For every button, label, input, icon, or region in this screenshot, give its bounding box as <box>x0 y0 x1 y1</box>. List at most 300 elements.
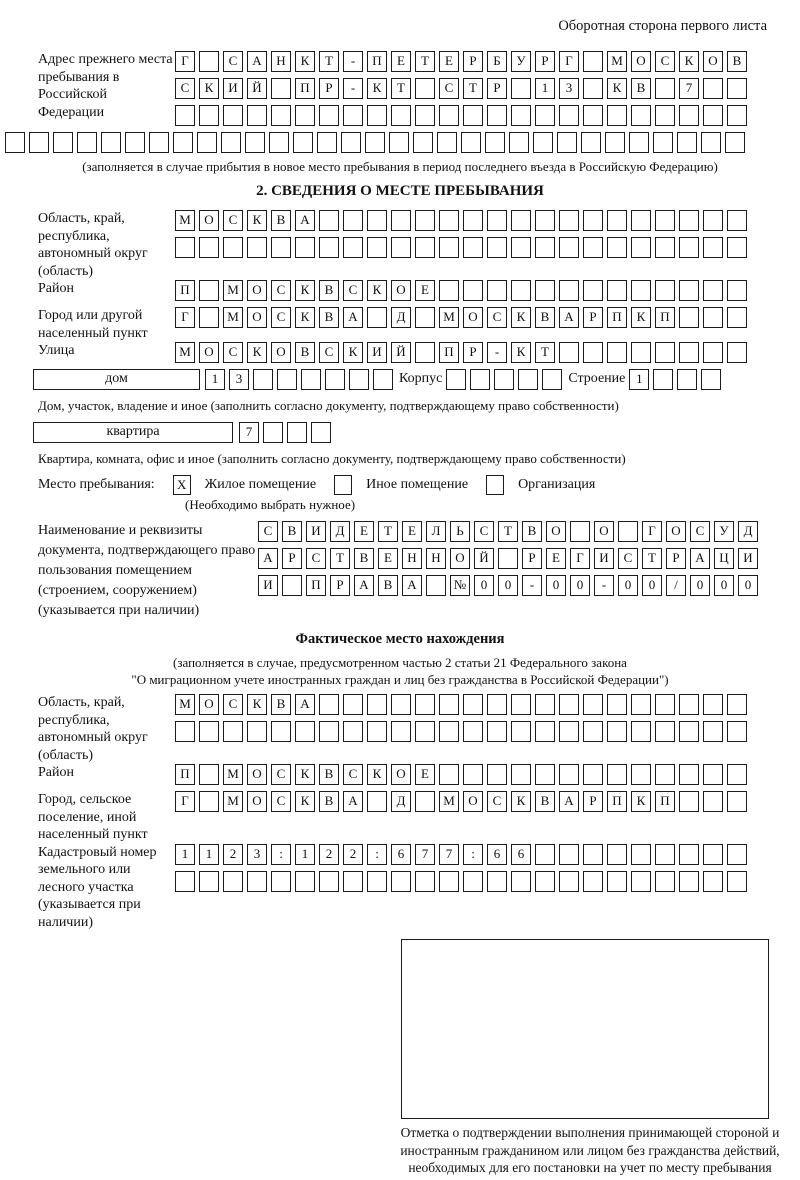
char-cell: И <box>367 342 387 363</box>
char-cell: К <box>247 694 267 715</box>
char-cell: П <box>655 307 675 328</box>
char-cell <box>415 791 435 812</box>
char-cell <box>583 105 603 126</box>
char-cell <box>247 871 267 892</box>
char-cell: Д <box>391 791 411 812</box>
char-cell <box>487 871 507 892</box>
char-cell: 3 <box>559 78 579 99</box>
char-cell <box>607 105 627 126</box>
char-cell <box>247 721 267 742</box>
char-cell <box>727 78 747 99</box>
char-cell <box>679 342 699 363</box>
char-cell <box>271 237 291 258</box>
char-cell <box>223 871 243 892</box>
char-cell <box>426 575 446 596</box>
char-cell: 6 <box>391 844 411 865</box>
char-cell: А <box>343 791 363 812</box>
char-cell: 2 <box>343 844 363 865</box>
char-cell <box>277 369 297 390</box>
char-cell <box>341 132 361 153</box>
char-cell: Г <box>175 791 195 812</box>
char-cell: О <box>463 307 483 328</box>
char-cell <box>655 105 675 126</box>
char-cell: А <box>295 694 315 715</box>
char-cell <box>439 210 459 231</box>
char-cell: С <box>319 342 339 363</box>
char-cell <box>271 78 291 99</box>
char-cell: Й <box>474 548 494 569</box>
char-cell: Т <box>391 78 411 99</box>
char-cell: Г <box>175 307 195 328</box>
char-cell <box>391 694 411 715</box>
char-cell: П <box>655 791 675 812</box>
char-cell <box>631 764 651 785</box>
char-cell <box>559 844 579 865</box>
char-cell: И <box>738 548 758 569</box>
char-cell: - <box>594 575 614 596</box>
char-cell <box>725 132 745 153</box>
char-cell: С <box>690 521 710 542</box>
char-cell <box>631 871 651 892</box>
char-cell: К <box>295 764 315 785</box>
char-cell <box>295 105 315 126</box>
char-cell: 6 <box>511 844 531 865</box>
char-cell <box>415 342 435 363</box>
char-cell <box>631 280 651 301</box>
char-cell <box>53 132 73 153</box>
char-cell: : <box>271 844 291 865</box>
char-cell <box>607 721 627 742</box>
char-cell <box>199 280 219 301</box>
char-cell: В <box>522 521 542 542</box>
char-cell <box>343 721 363 742</box>
char-cell: 7 <box>439 844 459 865</box>
char-cell: М <box>607 51 627 72</box>
char-cell: - <box>343 51 363 72</box>
char-cell: К <box>343 342 363 363</box>
char-cell <box>439 280 459 301</box>
char-cell: Ь <box>450 521 470 542</box>
char-cell <box>269 132 289 153</box>
char-cell <box>343 105 363 126</box>
char-cell: Р <box>487 78 507 99</box>
city-block <box>5 307 795 342</box>
char-cell <box>607 342 627 363</box>
char-cell <box>415 78 435 99</box>
char-cell: С <box>271 764 291 785</box>
street-block <box>5 342 795 369</box>
street-row <box>175 342 747 363</box>
char-cell <box>271 721 291 742</box>
document-row-2 <box>258 548 758 569</box>
char-cell: К <box>631 307 651 328</box>
char-cell: К <box>511 791 531 812</box>
char-cell <box>727 694 747 715</box>
char-cell <box>175 871 195 892</box>
char-cell <box>535 764 555 785</box>
char-cell: В <box>378 575 398 596</box>
char-cell: С <box>223 210 243 231</box>
char-cell <box>295 871 315 892</box>
char-cell <box>446 369 466 390</box>
char-cell <box>367 694 387 715</box>
cadastral-block <box>5 844 795 932</box>
char-cell: В <box>319 307 339 328</box>
char-cell <box>631 844 651 865</box>
char-cell <box>343 210 363 231</box>
char-cell: П <box>295 78 315 99</box>
char-cell: С <box>343 764 363 785</box>
char-cell <box>511 764 531 785</box>
char-cell <box>487 210 507 231</box>
char-cell <box>583 871 603 892</box>
char-cell <box>655 721 675 742</box>
char-cell <box>199 721 219 742</box>
char-cell: С <box>271 791 291 812</box>
char-cell <box>607 844 627 865</box>
char-cell <box>570 521 590 542</box>
char-cell: О <box>463 791 483 812</box>
char-cell <box>487 721 507 742</box>
char-cell <box>199 871 219 892</box>
char-cell <box>535 210 555 231</box>
char-cell <box>413 132 433 153</box>
char-cell: С <box>306 548 326 569</box>
organization-checkbox <box>486 475 504 495</box>
region-row-1 <box>175 210 747 231</box>
char-cell: М <box>223 280 243 301</box>
char-cell <box>485 132 505 153</box>
char-cell <box>679 764 699 785</box>
char-cell <box>701 132 721 153</box>
char-cell <box>559 764 579 785</box>
char-cell <box>559 280 579 301</box>
char-cell: - <box>487 342 507 363</box>
char-cell: 7 <box>415 844 435 865</box>
char-cell <box>317 132 337 153</box>
char-cell <box>583 764 603 785</box>
char-cell <box>271 871 291 892</box>
char-cell: О <box>666 521 686 542</box>
char-cell <box>679 105 699 126</box>
char-cell <box>679 307 699 328</box>
char-cell: К <box>367 280 387 301</box>
char-cell: Ц <box>714 548 734 569</box>
char-cell: Т <box>642 548 662 569</box>
char-cell <box>703 764 723 785</box>
char-cell: 1 <box>175 844 195 865</box>
char-cell: 3 <box>247 844 267 865</box>
char-cell: И <box>594 548 614 569</box>
char-cell <box>581 132 601 153</box>
apartment-box: квартира <box>33 422 233 443</box>
char-cell <box>391 871 411 892</box>
char-cell <box>125 132 145 153</box>
page-header-note: Оборотная сторона первого листа <box>558 18 767 34</box>
char-cell <box>343 694 363 715</box>
char-cell <box>391 721 411 742</box>
char-cell <box>463 280 483 301</box>
region-label: Область, край, республика, автономный округ (область) <box>38 211 148 279</box>
char-cell <box>511 105 531 126</box>
char-cell: В <box>535 791 555 812</box>
char-cell <box>727 210 747 231</box>
char-cell: А <box>354 575 374 596</box>
char-cell <box>221 132 241 153</box>
char-cell: С <box>223 51 243 72</box>
char-cell <box>439 871 459 892</box>
char-cell <box>439 764 459 785</box>
char-cell <box>559 105 579 126</box>
actual-region-label: Область, край, республика, автономный округ (область) <box>38 695 148 763</box>
char-cell <box>415 105 435 126</box>
char-cell <box>542 369 562 390</box>
settlement-label: Город, сельское поселение, иной населенный пункт <box>38 792 148 842</box>
char-cell: О <box>450 548 470 569</box>
prev-address-note: (заполняется в случае прибытия в новое место пребывания в период последнего въезда в Российскую Федерацию) <box>82 159 718 174</box>
char-cell: О <box>247 791 267 812</box>
char-cell <box>487 280 507 301</box>
char-cell <box>487 237 507 258</box>
char-cell <box>511 210 531 231</box>
char-cell: А <box>295 210 315 231</box>
char-cell: Д <box>738 521 758 542</box>
char-cell: С <box>655 51 675 72</box>
char-cell <box>319 694 339 715</box>
apartment-cells <box>239 422 331 443</box>
char-cell <box>439 721 459 742</box>
char-cell <box>301 369 321 390</box>
settlement-block <box>5 791 795 844</box>
char-cell: С <box>343 280 363 301</box>
char-cell <box>653 369 673 390</box>
char-cell <box>199 105 219 126</box>
char-cell <box>511 694 531 715</box>
char-cell <box>583 721 603 742</box>
char-cell <box>461 132 481 153</box>
prev-address-row-2 <box>175 78 747 99</box>
char-cell <box>677 369 697 390</box>
char-cell <box>703 791 723 812</box>
char-cell <box>703 694 723 715</box>
char-cell: 1 <box>295 844 315 865</box>
confirmation-block <box>393 939 787 1177</box>
char-cell <box>511 237 531 258</box>
char-cell: 2 <box>223 844 243 865</box>
char-cell <box>439 105 459 126</box>
char-cell <box>559 237 579 258</box>
char-cell <box>727 844 747 865</box>
char-cell <box>511 78 531 99</box>
char-cell <box>223 237 243 258</box>
char-cell: П <box>306 575 326 596</box>
char-cell <box>607 871 627 892</box>
actual-region-row-2 <box>175 721 747 742</box>
char-cell: С <box>223 342 243 363</box>
char-cell: 0 <box>738 575 758 596</box>
char-cell: С <box>258 521 278 542</box>
char-cell: А <box>559 791 579 812</box>
residential-label: Жилое помещение <box>204 477 317 492</box>
section2-title: 2. СВЕДЕНИЯ О МЕСТЕ ПРЕБЫВАНИЯ <box>256 183 544 199</box>
char-cell <box>655 694 675 715</box>
char-cell: Д <box>391 307 411 328</box>
char-cell: К <box>367 78 387 99</box>
char-cell: С <box>271 307 291 328</box>
prev-address-overflow-row <box>5 132 795 153</box>
char-cell <box>365 132 385 153</box>
char-cell: К <box>295 307 315 328</box>
char-cell <box>463 764 483 785</box>
char-cell <box>439 237 459 258</box>
char-cell: 0 <box>618 575 638 596</box>
char-cell <box>703 105 723 126</box>
char-cell <box>511 871 531 892</box>
char-cell: В <box>295 342 315 363</box>
char-cell: Й <box>391 342 411 363</box>
char-cell: С <box>439 78 459 99</box>
char-cell <box>727 791 747 812</box>
char-cell <box>607 764 627 785</box>
char-cell: М <box>439 307 459 328</box>
cadastral-row-1 <box>175 844 747 865</box>
char-cell <box>319 237 339 258</box>
char-cell <box>703 237 723 258</box>
char-cell <box>631 210 651 231</box>
char-cell: О <box>391 280 411 301</box>
char-cell <box>509 132 529 153</box>
char-cell: : <box>463 844 483 865</box>
char-cell <box>5 132 25 153</box>
char-cell: Н <box>402 548 422 569</box>
char-cell <box>319 871 339 892</box>
char-cell: К <box>199 78 219 99</box>
char-cell <box>677 132 697 153</box>
char-cell: В <box>354 548 374 569</box>
char-cell: Й <box>247 78 267 99</box>
char-cell: О <box>594 521 614 542</box>
char-cell: 7 <box>239 422 259 443</box>
char-cell: В <box>319 764 339 785</box>
char-cell <box>325 369 345 390</box>
char-cell <box>367 791 387 812</box>
char-cell: Т <box>415 51 435 72</box>
cadastral-label: Кадастровый номер земельного или лесного участка (указывается при наличии) <box>38 844 157 930</box>
char-cell: Н <box>426 548 446 569</box>
char-cell: 1 <box>199 844 219 865</box>
char-cell: 1 <box>629 369 649 390</box>
char-cell: 3 <box>229 369 249 390</box>
prev-address-row-3 <box>175 105 747 126</box>
char-cell <box>703 342 723 363</box>
region-block <box>5 210 795 280</box>
char-cell: О <box>247 280 267 301</box>
char-cell <box>415 307 435 328</box>
document-row-1 <box>258 521 758 542</box>
char-cell <box>253 369 273 390</box>
actual-location-note-2: "О миграционном учете иностранных граждан и лиц без гражданства в Российской Федерации") <box>131 672 669 687</box>
char-cell: В <box>282 521 302 542</box>
actual-location-note-1: (заполняется в случае, предусмотренном частью 2 статьи 21 Федерального закона <box>173 655 627 670</box>
char-cell: М <box>175 694 195 715</box>
char-cell: С <box>487 791 507 812</box>
char-cell <box>583 694 603 715</box>
actual-region-row-1 <box>175 694 747 715</box>
char-cell <box>583 51 603 72</box>
choose-note: (Необходимо выбрать нужное) <box>185 497 356 512</box>
char-cell: П <box>175 764 195 785</box>
char-cell <box>223 105 243 126</box>
char-cell <box>463 210 483 231</box>
char-cell: О <box>546 521 566 542</box>
char-cell: О <box>631 51 651 72</box>
region-row-2 <box>175 237 747 258</box>
char-cell: О <box>247 764 267 785</box>
char-cell: 2 <box>319 844 339 865</box>
char-cell <box>367 105 387 126</box>
char-cell <box>727 721 747 742</box>
char-cell: А <box>690 548 710 569</box>
char-cell: Т <box>498 521 518 542</box>
organization-label: Организация <box>518 477 596 492</box>
char-cell: О <box>199 210 219 231</box>
cadastral-row-2 <box>175 871 747 892</box>
char-cell <box>343 237 363 258</box>
char-cell <box>607 210 627 231</box>
char-cell <box>679 280 699 301</box>
char-cell: В <box>271 694 291 715</box>
char-cell <box>557 132 577 153</box>
char-cell: М <box>175 210 195 231</box>
confirmation-stamp-box <box>401 939 769 1119</box>
char-cell <box>470 369 490 390</box>
char-cell: О <box>703 51 723 72</box>
char-cell: А <box>258 548 278 569</box>
char-cell: № <box>450 575 470 596</box>
char-cell <box>559 721 579 742</box>
actual-district-block <box>5 764 795 791</box>
char-cell: Р <box>330 575 350 596</box>
other-premises-checkbox <box>334 475 352 495</box>
char-cell: Р <box>282 548 302 569</box>
char-cell <box>367 721 387 742</box>
char-cell <box>367 871 387 892</box>
char-cell <box>415 694 435 715</box>
city-label: Город или другой населенный пункт <box>38 308 148 341</box>
char-cell <box>583 342 603 363</box>
char-cell <box>463 871 483 892</box>
char-cell: 0 <box>570 575 590 596</box>
char-cell <box>319 105 339 126</box>
char-cell <box>703 721 723 742</box>
char-cell <box>263 422 283 443</box>
char-cell: П <box>367 51 387 72</box>
char-cell <box>607 694 627 715</box>
document-block <box>5 521 795 621</box>
char-cell: Г <box>642 521 662 542</box>
char-cell: Е <box>354 521 374 542</box>
char-cell <box>631 237 651 258</box>
char-cell: Е <box>378 548 398 569</box>
char-cell <box>463 694 483 715</box>
actual-district-row <box>175 764 747 785</box>
char-cell: О <box>271 342 291 363</box>
char-cell <box>437 132 457 153</box>
char-cell: О <box>199 694 219 715</box>
char-cell: 1 <box>535 78 555 99</box>
char-cell: И <box>223 78 243 99</box>
char-cell <box>535 280 555 301</box>
